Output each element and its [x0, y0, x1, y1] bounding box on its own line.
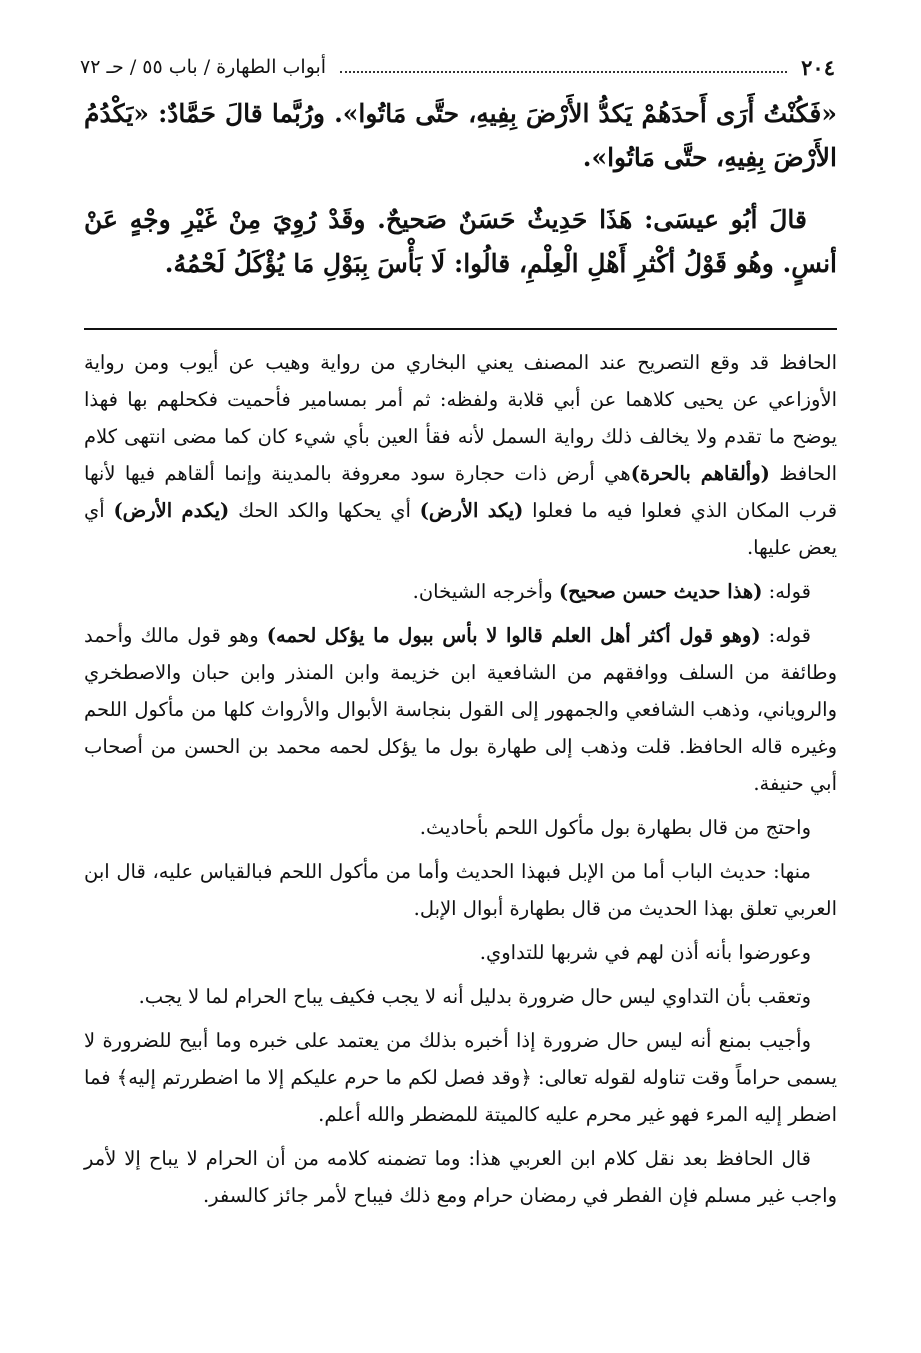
commentary-text: وهو قول مالك وأحمد وطائفة من السلف ووافقهم من الشافعية ابن خزيمة وابن المنذر وابن حبان والاصطخري والروياني، وذهب الشافعي والجمهور إلى القول بنجاسة الأبوال والأرواث كلها من مأكول اللحم وغيره قاله الحافظ. قلت وذهب إلى طهارة بول ما يؤكل لحمه محمد بن الحسن من أصحاب أبي حنيفة.	[84, 624, 837, 795]
commentary-text: الحافظ قد وقع التصريح عند المصنف يعني البخاري من رواية وهيب عن أيوب ومن رواية الأوزاعي عن يحيى كلاهما عن أبي قلابة ولفظه: ثم أمر بمسامير فأحميت فكحلهم بها فهذا يوضح ما تقدم ولا يخالف ذلك رواية السمل لأنه فقأ العين بأي شيء كان كما مضى انتهى كلام الحافظ	[84, 351, 837, 485]
quoted-phrase: (هذا حديث حسن صحيح)	[558, 580, 763, 603]
commentary-text: قوله:	[760, 624, 812, 647]
page-number: ٢٠٤	[801, 54, 835, 80]
header-dotted-leader	[340, 70, 787, 73]
commentary-paragraph: واحتج من قال بطهارة بول مأكول اللحم بأحاديث.	[419, 816, 811, 839]
commentary-paragraph	[84, 617, 837, 802]
commentary-text: قوله:	[762, 580, 811, 603]
quoted-phrase: (يكد الأرض)	[419, 499, 524, 522]
commentary-section	[84, 344, 837, 1221]
page-header	[80, 50, 835, 84]
commentary-paragraph: وأجيب بمنع أنه ليس حال ضرورة إذا أخبره بذلك من يعتمد على خبره وما أبيح للضرورة لا يسمى حراماً وقت تناوله لقوله تعالى: ﴿وقد فصل لكم ما حرم عليكم إلا ما اضطررتم إليه﴾ فما اضطر إليه المرء فهو غير محرم عليه كالميتة للمضطر والله أعلم.	[84, 1029, 837, 1126]
commentary-text: هي أرض ذات حجارة سود معروفة بالمدينة وإنما ألقاهم فيها لأنها قرب المكان الذي فعلوا فيه ما فعلوا	[84, 462, 838, 522]
hadith-paragraph: «فَكُنْتُ أَرَى أَحدَهُمْ يَكدُّ الأَرْضَ بِفِيهِ، حتَّى مَاتُوا». ورُبَّما قالَ حَمَّادٌ: «يَكْدُمُ الأَرْضَ بِفِيهِ، حتَّى مَاتُوا».	[84, 99, 837, 172]
commentary-text: أي يعض عليها.	[84, 499, 837, 559]
commentary-paragraph: وعورضوا بأنه أذن لهم في شربها للتداوي.	[479, 941, 811, 964]
commentary-text: أي يحكها والكد الحك	[238, 499, 411, 522]
commentary-paragraph: منها: حديث الباب أما من الإبل فبهذا الحديث وأما من مأكول اللحم فبالقياس عليه، قال ابن العربي تعلق بهذا الحديث من قال بطهارة أبوال الإبل.	[84, 860, 837, 920]
commentary-paragraph	[84, 344, 837, 566]
hadith-commentary: قالَ أبُو عيسَى: هَذَا حَدِيثٌ حَسَنٌ صَحيحٌ. وقَدْ رُوِيَ مِنْ غَيْرِ وجْهٍ عَنْ أنسٍ. وهُو قَوْلُ أكْثرِ أَهْلِ الْعِلْمِ، قالُوا: لَا بَأْسَ بِبَوْلِ مَا يُؤْكَلُ لَحْمُهُ.	[84, 205, 837, 278]
hadith-text	[84, 92, 837, 286]
quoted-phrase: (وهو قول أكثر أهل العلم قالوا لا بأس ببول ما يؤكل لحمه)	[266, 624, 761, 647]
quoted-phrase: (يكدم الأرض)	[113, 499, 230, 522]
quoted-phrase: (وألقاهم بالحرة)	[630, 462, 770, 485]
commentary-paragraph: قال الحافظ بعد نقل كلام ابن العربي هذا: وما تضمنه كلامه من أن الحرام لا يباح إلا لأمر واجب غير مسلم فإن الفطر في رمضان حرام ومع ذلك فيباح لأمر جائز كالسفر.	[84, 1147, 837, 1207]
commentary-paragraph	[84, 573, 837, 610]
chapter-reference: أبواب الطهارة / باب ٥٥ / حـ ٧٢	[80, 56, 327, 78]
commentary-paragraph: وتعقب بأن التداوي ليس حال ضرورة بدليل أنه لا يجب فكيف يباح الحرام لما لا يجب.	[138, 985, 811, 1008]
footnote-separator	[84, 328, 837, 330]
commentary-text: وأخرجه الشيخان.	[412, 580, 559, 603]
